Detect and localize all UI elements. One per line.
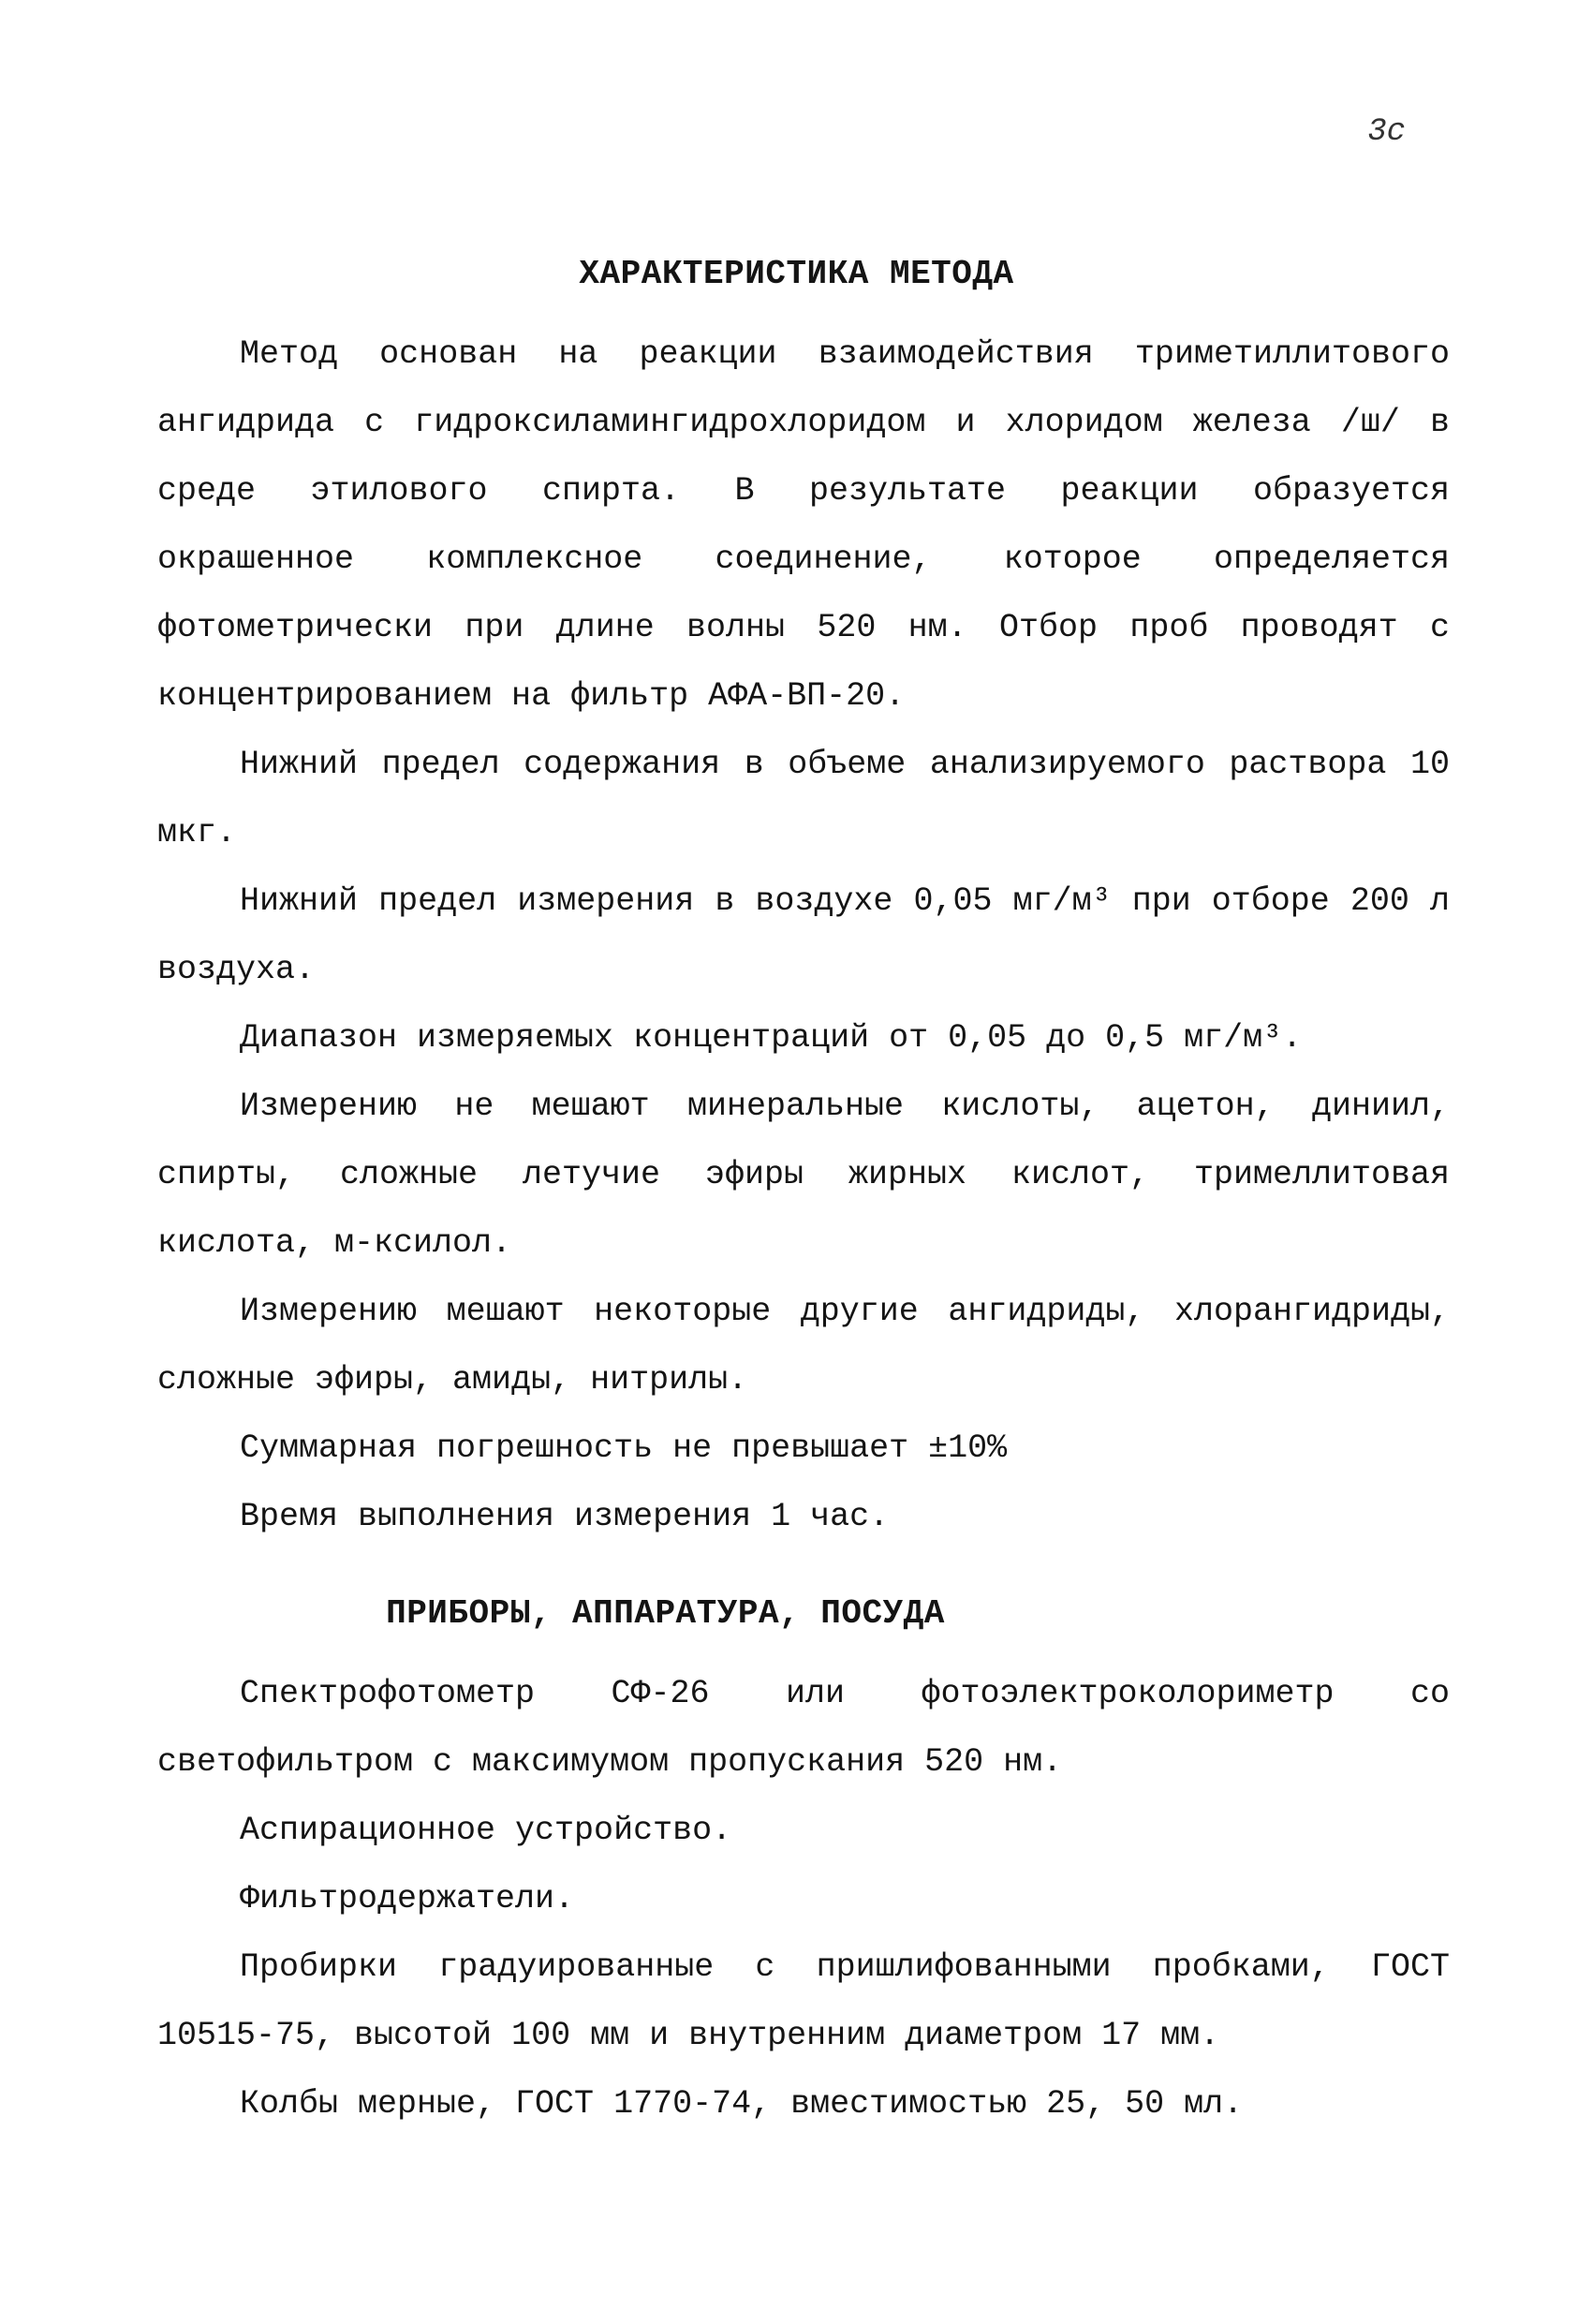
- paragraph-method-principle: Метод основан на реакции взаимодействия триметиллитового ангидрида с гидроксиламингидрохлоридом и хлоридом железа /ш/ в среде этилового спирта. В результате реакции образуется окрашенное комплексное соединение, которое определяется фотометрически при длине волны 520 нм. Отбор проб проводят с концентрированием на фильтр АФА-ВП-20.: [157, 335, 1450, 715]
- paragraph-filter-holders: Фильтродержатели.: [240, 1880, 575, 1917]
- paragraph-volumetric-flasks: Колбы мерные, ГОСТ 1770-74, вместимостью 25, 50 мл.: [240, 2085, 1244, 2123]
- section-method-characteristics: [157, 320, 1450, 1551]
- heading-method-characteristics: ХАРАКТЕРИСТИКА МЕТОДА: [579, 255, 1014, 293]
- paragraph-lower-measurement-limit: Нижний предел измерения в воздухе 0,05 мг/м³ при отборе 200 л воздуха.: [157, 882, 1450, 988]
- paragraph-spectrophotometer: Спектрофотометр СФ-26 или фотоэлектроколориметр со светофильтром с максимумом пропускания 520 нм.: [157, 1675, 1450, 1781]
- paragraph-concentration-range: Диапазон измеряемых концентраций от 0,05 до 0,5 мг/м³.: [240, 1019, 1303, 1057]
- paragraph-interfering-substances: Измерению мешают некоторые другие ангидриды, хлорангидриды, сложные эфиры, амиды, нитрилы.: [157, 1293, 1450, 1399]
- heading-equipment: ПРИБОРЫ, АППАРАТУРА, ПОСУДА: [386, 1594, 945, 1633]
- paragraph-total-error: Суммарная погрешность не превышает ±10%: [240, 1429, 1008, 1467]
- page-number: 3c: [1367, 114, 1406, 150]
- paragraph-aspiration-device: Аспирационное устройство.: [240, 1812, 732, 1849]
- section-equipment: [157, 1660, 1450, 2139]
- paragraph-non-interfering-substances: Измерению не мешают минеральные кислоты, ацетон, диниил, спирты, сложные летучие эфиры жирных кислот, тримеллитовая кислота, м-ксилол.: [157, 1088, 1450, 1262]
- paragraph-execution-time: Время выполнения измерения 1 час.: [240, 1498, 890, 1535]
- paragraph-test-tubes: Пробирки градуированные с пришлифованными пробками, ГОСТ 10515-75, высотой 100 мм и внутренним диаметром 17 мм.: [157, 1948, 1450, 2054]
- paragraph-lower-content-limit: Нижний предел содержания в объеме анализируемого раствора 10 мкг.: [157, 746, 1450, 851]
